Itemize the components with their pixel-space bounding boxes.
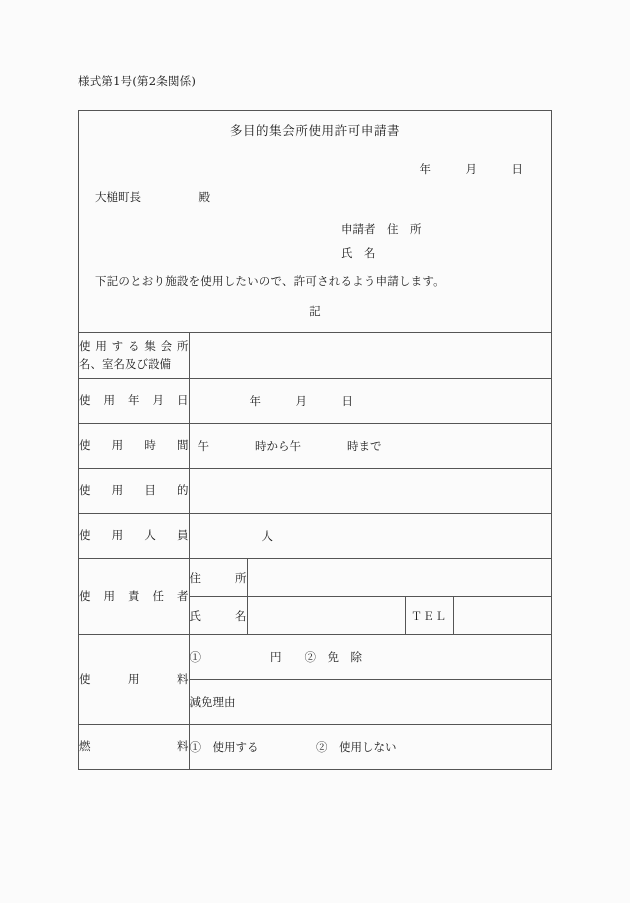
- application-statement: 下記のとおり施設を使用したいので、許可されるよう申請します。: [95, 274, 445, 288]
- row-value-responsible-name[interactable]: [247, 597, 405, 635]
- row-value-purpose[interactable]: [189, 469, 551, 514]
- responsible-name-label: 氏 名: [189, 608, 247, 623]
- tel-label: ＴＥＬ: [405, 597, 453, 635]
- row-label-headcount: [79, 514, 189, 559]
- table-row-use-date: [79, 379, 551, 424]
- row-label-facility: [79, 333, 189, 379]
- ki-marker: 記: [309, 304, 321, 318]
- application-form-box: [78, 110, 552, 770]
- application-details-table: [79, 332, 551, 770]
- sub-label-responsible-name: [189, 597, 247, 635]
- facility-label-line2: 名、室名及び設備: [79, 356, 171, 371]
- table-row-use-time: [79, 424, 551, 469]
- applicant-address-label: 申請者 住 所: [341, 222, 422, 236]
- addressee-line: 大槌町長 殿: [95, 190, 210, 204]
- row-label-use-time: [79, 424, 189, 469]
- document-title: 多目的集会所使用許可申請書: [229, 123, 401, 138]
- row-value-responsible-address[interactable]: [247, 559, 551, 597]
- form-preamble: [79, 111, 551, 332]
- fuel-label: 燃料: [79, 739, 189, 754]
- row-value-fee-reduction-label[interactable]: 減免理由: [189, 680, 551, 725]
- facility-label-line1: 使用する集会所: [79, 338, 189, 353]
- row-value-fee-options[interactable]: ① 円 ② 免 除: [189, 635, 551, 680]
- table-row-facility: [79, 333, 551, 379]
- row-label-purpose: [79, 469, 189, 514]
- row-value-facility[interactable]: [189, 333, 551, 379]
- table-row-fuel: [79, 725, 551, 770]
- form-number-label: 様式第1号(第2条関係): [78, 74, 197, 88]
- table-row-purpose: [79, 469, 551, 514]
- sub-label-responsible-address: [189, 559, 247, 597]
- row-value-use-time[interactable]: 午 時から午 時まで: [189, 424, 551, 469]
- row-label-responsible: [79, 559, 189, 635]
- use-date-label: 使用年月日: [79, 393, 189, 408]
- row-value-use-date[interactable]: 年 月 日: [189, 379, 551, 424]
- use-time-label: 使用時間: [79, 438, 189, 453]
- purpose-label: 使用目的: [79, 483, 189, 498]
- headcount-label: 使用人員: [79, 528, 189, 543]
- applicant-name-label: 氏 名: [341, 246, 376, 260]
- table-row-headcount: [79, 514, 551, 559]
- row-value-tel[interactable]: [453, 597, 551, 635]
- responsible-address-label: 住 所: [189, 570, 247, 585]
- date-line: 年 月 日: [419, 162, 523, 176]
- row-label-fee: [79, 635, 189, 725]
- responsible-label: 使用責任者: [79, 588, 189, 603]
- row-value-fuel-options[interactable]: ① 使用する ② 使用しない: [189, 725, 551, 770]
- row-value-headcount[interactable]: 人: [189, 514, 551, 559]
- table-row-responsible-address: [79, 559, 551, 597]
- row-label-use-date: [79, 379, 189, 424]
- row-label-fuel: [79, 725, 189, 770]
- table-row-fee-amount: [79, 635, 551, 680]
- fee-label: 使用料: [79, 671, 189, 686]
